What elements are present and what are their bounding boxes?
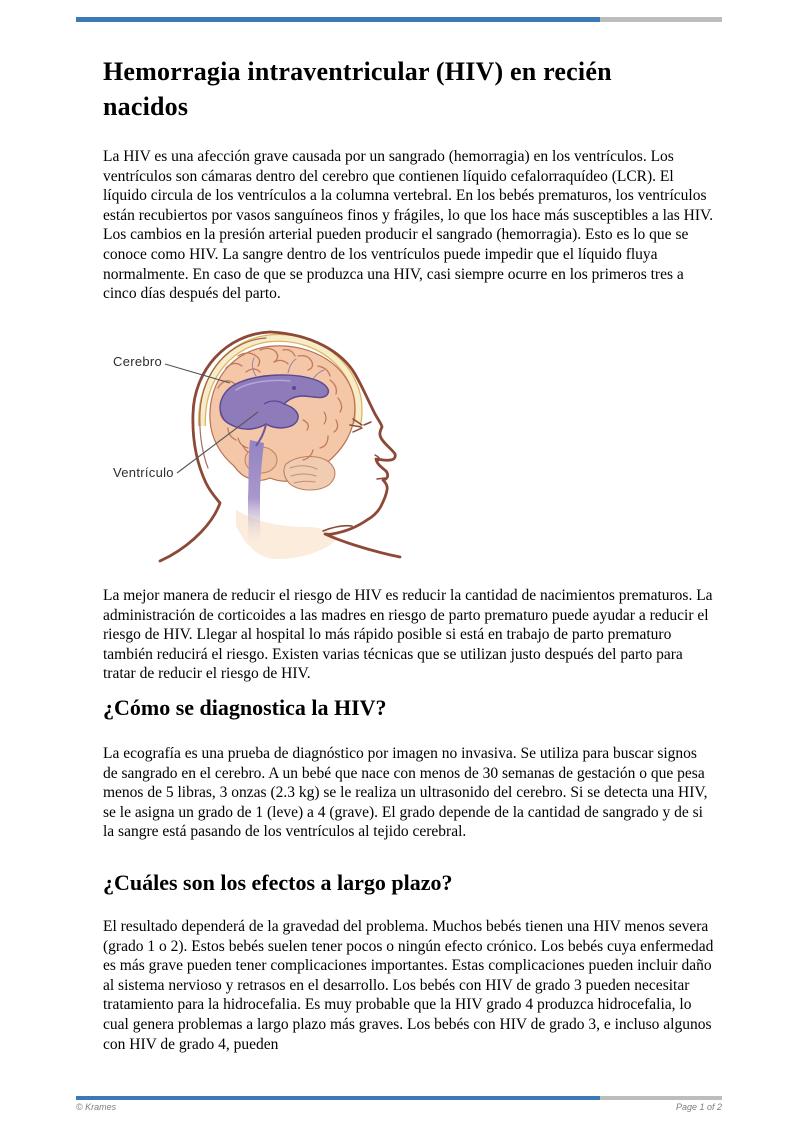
footer bbox=[76, 1102, 722, 1112]
figure-label-ventriculo: Ventrículo bbox=[113, 465, 174, 480]
section-heading-diagnosis: ¿Cómo se diagnostica la HIV? bbox=[103, 695, 387, 720]
footer-rule bbox=[76, 1096, 722, 1100]
prevention-paragraph: La mejor manera de reducir el riesgo de HIV es reducir la cantidad de nacimientos prematuros. La administración de corticoides a las madres en riesgo de parto prematuro puede ayudar a reducir el riesgo de HIV. Llegar al hospital lo más rápido posible si está en trabajo de parto prematuro también reducirá el riesgo. Existen varias técnicas que se utilizan justo después del parto para tratar de reducir el riesgo de HIV. bbox=[103, 587, 713, 683]
figure-label-cerebro: Cerebro bbox=[113, 354, 163, 369]
footer-rule-blue-segment bbox=[76, 1096, 600, 1100]
page-title: Hemorragia intraventricular (HIV) en recién nacidos bbox=[103, 57, 612, 121]
intro-paragraph: La HIV es una afección grave causada por un sangrado (hemorragia) en los ventrículos. Los ventrículos son cámaras dentro del cerebro que contienen líquido cefalorraquídeo (LCR). El líquido circula de los ventrículos a la columna vertebral. En los bebés prematuros, los ventrículos están recubiertos por vasos sanguíneos finos y frágiles, lo que los hace más susceptibles a las HIV. Los cambios en la presión arterial pueden producir el sangrado (hemorragia). Esto es lo que se conoce como HIV. La sangre dentro de los ventrículos puede impedir que el líquido fluya normalmente. En caso de que se produzca una HIV, casi siempre ocurre en los primeros tres a cinco días después del parto. bbox=[103, 148, 714, 303]
footer-copyright: © Krames bbox=[76, 1102, 117, 1112]
header-rule-gray-segment bbox=[600, 17, 722, 22]
anatomy-figure bbox=[98, 328, 430, 578]
footer-page-number: Page 1 of 2 bbox=[675, 1102, 722, 1112]
header-rule bbox=[76, 17, 722, 22]
cerebellum-shape bbox=[284, 457, 335, 490]
diagnosis-paragraph: La ecografía es una prueba de diagnóstico por imagen no invasiva. Se utiliza para buscar signos de sangrado en el cerebro. A un bebé que nace con menos de 30 semanas de gestación o que pesa menos de 5 libras, 3 onzas (2.3 kg) se le realiza un ultrasonido del cerebro. Si se detecta una HIV, se le asigna un grado de 1 (leve) a 4 (grave). El grado depende de la cantidad de sangrado y de si la sangre está pasando de los ventrículos al tejido cerebral. bbox=[103, 745, 708, 841]
footer-rule-gray-segment bbox=[600, 1096, 722, 1100]
section-heading-longterm: ¿Cuáles son los efectos a largo plazo? bbox=[103, 870, 453, 895]
longterm-paragraph: El resultado dependerá de la gravedad del problema. Muchos bebés tienen una HIV menos severa (grado 1 o 2). Estos bebés suelen tener pocos o ningún efecto crónico. Los bebés cuya enfermedad es más grave pueden tener complicaciones importantes. Estas complicaciones pueden incluir daño al sistema nervioso y retrasos en el desarrollo. Los bebés con HIV de grado 3 pueden necesitar tratamiento para la hidrocefalia. Es muy probable que la HIV grado 4 produzca hidrocefalia, lo cual genera problemas a largo plazo más graves. Los bebés con HIV de grado 3, e incluso algunos con HIV de grado 4, pueden bbox=[103, 918, 714, 1053]
header-rule-blue-segment bbox=[76, 17, 600, 22]
